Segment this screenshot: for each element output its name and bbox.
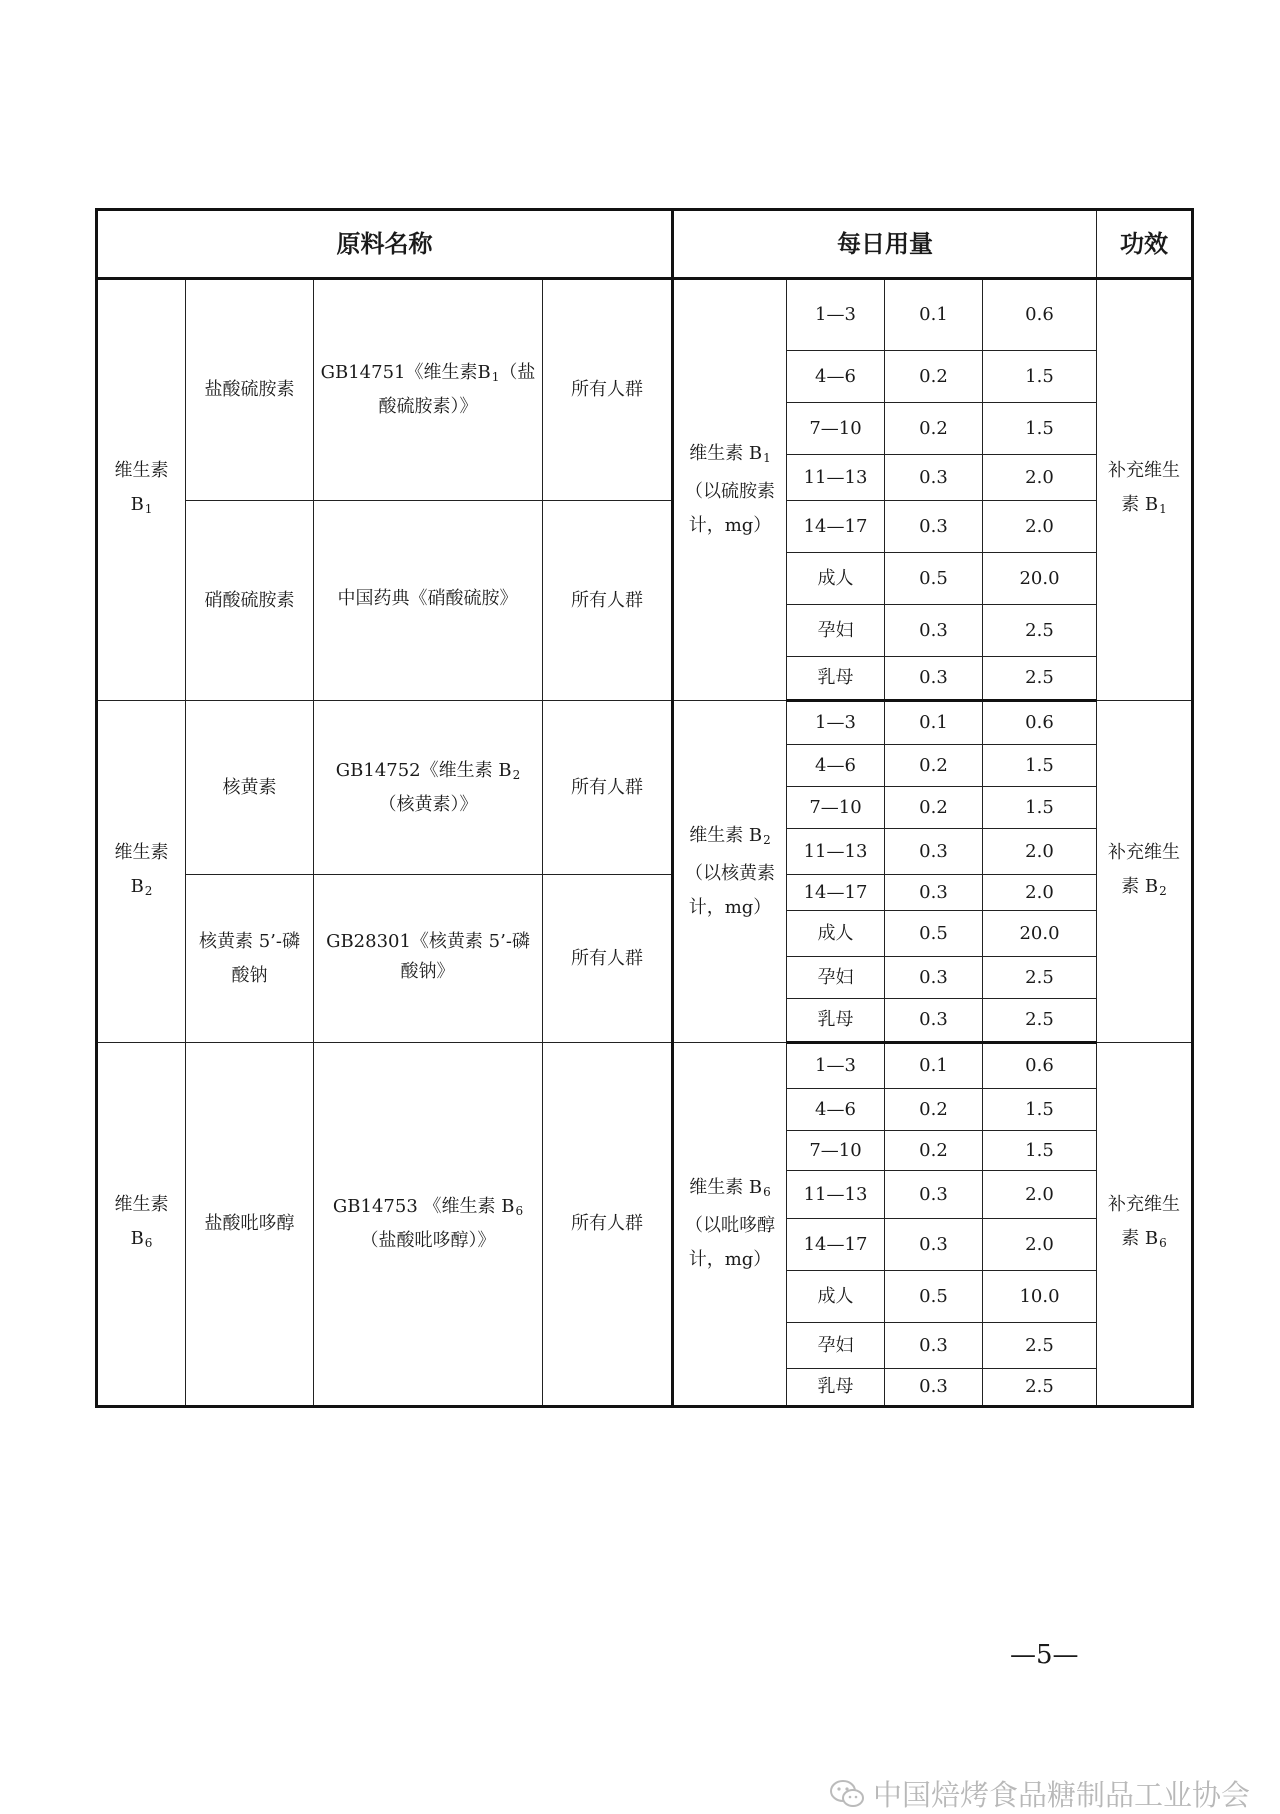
text-part: 补充维生素 B [1108, 841, 1180, 897]
age-group-cell: 4—6 [787, 1089, 885, 1131]
max-dose-cell: 2.0 [983, 1219, 1097, 1271]
min-dose-cell: 0.5 [885, 911, 983, 957]
material-name: 盐酸吡哆醇 [186, 1043, 314, 1407]
subscript: 6 [763, 1185, 771, 1199]
text-part: 维生素 B [689, 824, 763, 846]
max-dose-cell: 2.0 [983, 875, 1097, 911]
age-group-cell: 7—10 [787, 1131, 885, 1171]
text-part: 维生素 B [689, 1177, 763, 1198]
subscript: 2 [144, 883, 153, 898]
effect-cell [1097, 1043, 1193, 1407]
subscript: 1 [1159, 502, 1167, 516]
min-dose-cell: 0.2 [885, 745, 983, 787]
min-dose-cell: 0.3 [885, 957, 983, 999]
min-dose-cell: 0.2 [885, 1131, 983, 1171]
material-population: 所有人群 [543, 501, 673, 701]
min-dose-cell: 0.2 [885, 403, 983, 455]
age-group-cell: 孕妇 [787, 605, 885, 657]
age-group-cell: 成人 [787, 553, 885, 605]
dosage-label [673, 701, 787, 1043]
max-dose-cell: 0.6 [983, 279, 1097, 351]
max-dose-cell: 1.5 [983, 745, 1097, 787]
min-dose-cell: 0.1 [885, 701, 983, 745]
age-group-cell: 11—13 [787, 455, 885, 501]
min-dose-cell: 0.1 [885, 279, 983, 351]
max-dose-cell: 1.5 [983, 1089, 1097, 1131]
vitamin-name-text: 维生素 [114, 841, 169, 863]
max-dose-cell: 2.5 [983, 657, 1097, 701]
dosage-label [673, 1043, 787, 1407]
table-row [97, 701, 1193, 745]
effect-cell [1097, 279, 1193, 701]
material-name: 核黄素 [186, 701, 314, 875]
page-number: —5— [1010, 1640, 1079, 1670]
age-group-cell: 1—3 [787, 279, 885, 351]
text-part: （盐酸吡哆醇）》 [360, 1230, 496, 1251]
text-part: （以硫胺素计，mg） [685, 481, 775, 536]
material-name: 盐酸硫胺素 [186, 279, 314, 501]
min-dose-cell: 0.3 [885, 1171, 983, 1219]
max-dose-cell: 2.5 [983, 605, 1097, 657]
max-dose-cell: 1.5 [983, 403, 1097, 455]
max-dose-cell: 1.5 [983, 787, 1097, 829]
subscript: 1 [763, 451, 771, 465]
text-part: 维生素 B [689, 443, 763, 464]
max-dose-cell: 2.5 [983, 957, 1097, 999]
watermark-text: 中国焙烤食品糖制品工业协会 [872, 1778, 1250, 1812]
effect-cell [1097, 701, 1193, 1043]
max-dose-cell: 2.0 [983, 501, 1097, 553]
material-population: 所有人群 [543, 701, 673, 875]
age-group-cell: 乳母 [787, 1369, 885, 1407]
text-part: （盐酸硫胺素）》 [378, 362, 536, 417]
subscript: 2 [763, 832, 771, 847]
material-population: 所有人群 [543, 875, 673, 1043]
max-dose-cell: 20.0 [983, 911, 1097, 957]
min-dose-cell: 0.2 [885, 1089, 983, 1131]
vitamin-name-text: 维生素 [114, 1194, 169, 1215]
max-dose-cell: 2.0 [983, 455, 1097, 501]
subscript: 1 [491, 370, 500, 384]
max-dose-cell: 1.5 [983, 351, 1097, 403]
text-part: GB14753 《维生素 B [332, 1196, 515, 1217]
table-row [97, 501, 1193, 553]
age-group-cell: 乳母 [787, 999, 885, 1043]
text-part: GB14752《维生素 B [335, 759, 512, 781]
age-group-cell: 1—3 [787, 1043, 885, 1089]
material-name: 核黄素 5’-磷酸钠 [186, 875, 314, 1043]
max-dose-cell: 2.0 [983, 1171, 1097, 1219]
age-group-cell: 4—6 [787, 745, 885, 787]
text-part: （核黄素）》 [378, 793, 478, 815]
min-dose-cell: 0.3 [885, 1219, 983, 1271]
subscript: 6 [144, 1236, 153, 1250]
vitamin-letter: B [130, 494, 144, 515]
subscript: 6 [1159, 1236, 1167, 1250]
min-dose-cell: 0.3 [885, 501, 983, 553]
wechat-icon [829, 1779, 865, 1809]
vitamin-letter: B [130, 875, 144, 897]
max-dose-cell: 10.0 [983, 1271, 1097, 1323]
min-dose-cell: 0.3 [885, 999, 983, 1043]
age-group-cell: 成人 [787, 1271, 885, 1323]
material-population: 所有人群 [543, 1043, 673, 1407]
age-group-cell: 7—10 [787, 403, 885, 455]
age-group-cell: 乳母 [787, 657, 885, 701]
dosage-label [673, 279, 787, 701]
text-part: 中国药典《硝酸硫胺》 [337, 587, 518, 609]
material-standard [314, 1043, 543, 1407]
vitamin-name [97, 279, 186, 701]
min-dose-cell: 0.2 [885, 351, 983, 403]
text-part: 补充维生素 B [1108, 460, 1180, 515]
material-population: 所有人群 [543, 279, 673, 501]
table-row [97, 279, 1193, 351]
age-group-cell: 11—13 [787, 829, 885, 875]
max-dose-cell: 1.5 [983, 1131, 1097, 1171]
vitamin-letter: B [130, 1228, 144, 1249]
max-dose-cell: 2.5 [983, 1369, 1097, 1407]
min-dose-cell: 0.3 [885, 605, 983, 657]
text-part: 补充维生素 B [1108, 1194, 1180, 1249]
material-standard [314, 279, 543, 501]
header-material: 原料名称 [97, 210, 673, 279]
vitamin-name [97, 1043, 186, 1407]
subscript: 1 [144, 502, 153, 516]
material-standard [314, 701, 543, 875]
min-dose-cell: 0.3 [885, 829, 983, 875]
age-group-cell: 11—13 [787, 1171, 885, 1219]
min-dose-cell: 0.3 [885, 657, 983, 701]
age-group-cell: 成人 [787, 911, 885, 957]
max-dose-cell: 2.0 [983, 829, 1097, 875]
header-dosage: 每日用量 [673, 210, 1097, 279]
max-dose-cell: 2.5 [983, 999, 1097, 1043]
text-part: GB14751《维生素B [320, 362, 491, 383]
min-dose-cell: 0.3 [885, 1323, 983, 1369]
min-dose-cell: 0.5 [885, 553, 983, 605]
table-row [97, 1043, 1193, 1089]
subscript: 6 [515, 1204, 524, 1218]
vitamin-name [97, 701, 186, 1043]
min-dose-cell: 0.5 [885, 1271, 983, 1323]
min-dose-cell: 0.1 [885, 1043, 983, 1089]
max-dose-cell: 20.0 [983, 553, 1097, 605]
min-dose-cell: 0.3 [885, 875, 983, 911]
age-group-cell: 孕妇 [787, 957, 885, 999]
text-part: （以吡哆醇计，mg） [685, 1215, 775, 1270]
vitamin-name-text: 维生素 [114, 460, 169, 481]
min-dose-cell: 0.3 [885, 455, 983, 501]
material-name: 硝酸硫胺素 [186, 501, 314, 701]
text-part: （以核黄素计，mg） [685, 862, 775, 918]
header-effect: 功效 [1097, 210, 1193, 279]
subscript: 2 [512, 767, 521, 782]
max-dose-cell: 0.6 [983, 701, 1097, 745]
max-dose-cell: 2.5 [983, 1323, 1097, 1369]
min-dose-cell: 0.3 [885, 1369, 983, 1407]
subscript: 2 [1159, 883, 1167, 898]
watermark [829, 1773, 1250, 1814]
material-standard [314, 875, 543, 1043]
ingredient-table [95, 208, 1194, 1408]
age-group-cell: 14—17 [787, 1219, 885, 1271]
age-group-cell: 14—17 [787, 875, 885, 911]
age-group-cell: 1—3 [787, 701, 885, 745]
material-standard [314, 501, 543, 701]
min-dose-cell: 0.2 [885, 787, 983, 829]
text-part: GB28301《核黄素 5’-磷酸钠》 [326, 930, 530, 982]
age-group-cell: 4—6 [787, 351, 885, 403]
max-dose-cell: 0.6 [983, 1043, 1097, 1089]
age-group-cell: 14—17 [787, 501, 885, 553]
age-group-cell: 7—10 [787, 787, 885, 829]
table-row [97, 875, 1193, 911]
age-group-cell: 孕妇 [787, 1323, 885, 1369]
